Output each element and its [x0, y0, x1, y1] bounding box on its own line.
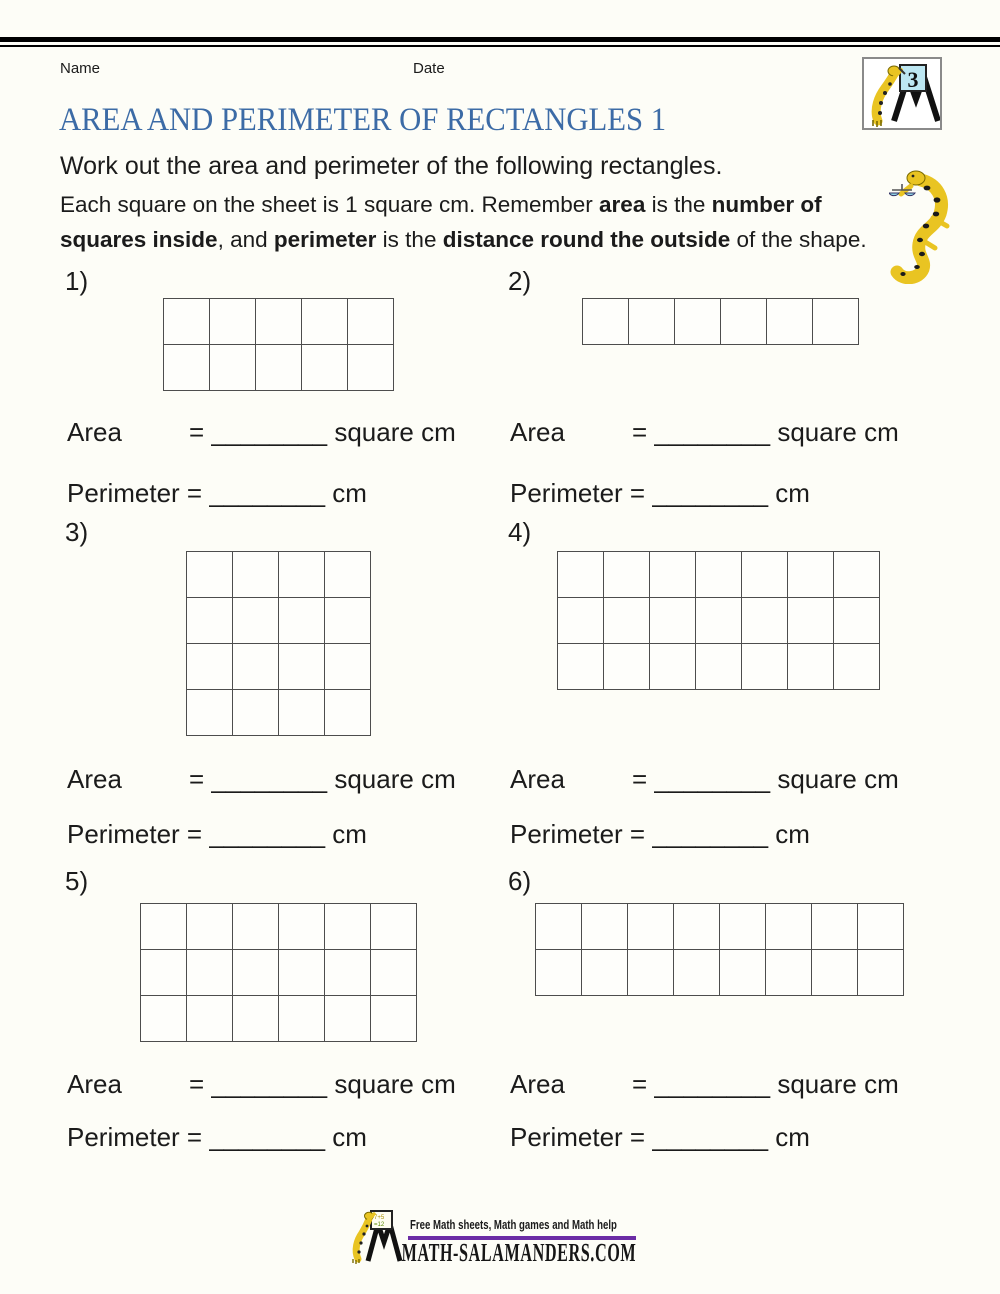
answer-blank: ________	[654, 417, 771, 447]
grid-cell	[256, 299, 302, 345]
equals-sign: =	[632, 417, 648, 447]
problem-2-label: 2)	[508, 266, 532, 296]
date-field-label: Date	[413, 60, 445, 77]
grid-cell	[233, 996, 279, 1042]
area-unit: square cm	[334, 764, 456, 794]
answer-blank: ________	[652, 478, 769, 508]
area-label: Area	[67, 764, 122, 794]
grid-cell	[742, 552, 788, 598]
equals-sign: =	[189, 764, 205, 794]
answer-blank: ________	[211, 1069, 328, 1099]
area-unit: square cm	[777, 764, 899, 794]
equals-sign: =	[632, 1069, 648, 1099]
grid-cell	[766, 950, 812, 996]
answer-blank: ________	[209, 819, 326, 849]
perimeter-label: Perimeter =	[510, 478, 646, 508]
problem-6-label: 6)	[508, 866, 532, 896]
salamander-with-scales-icon	[889, 166, 963, 284]
grid-cell	[582, 950, 628, 996]
grid-cell	[834, 644, 880, 690]
perimeter-unit: cm	[332, 819, 367, 849]
grid-cell	[628, 950, 674, 996]
perimeter-answer-row-4	[510, 819, 810, 850]
grid-cell	[210, 299, 256, 345]
grid-cell	[604, 644, 650, 690]
grid-cell	[558, 598, 604, 644]
footer-site-name: MATH-SALAMANDERS.COM	[401, 1238, 637, 1267]
grid-cell	[187, 904, 233, 950]
grid-cell	[187, 690, 233, 736]
perimeter-answer-row-6	[510, 1122, 810, 1153]
problem-4-grid	[557, 551, 880, 690]
grid-cell	[650, 598, 696, 644]
problem-5-grid	[140, 903, 417, 1042]
perimeter-label: Perimeter =	[510, 819, 646, 849]
instructions-line-2	[60, 192, 822, 218]
area-unit: square cm	[334, 1069, 456, 1099]
grid-cell	[604, 552, 650, 598]
instruction-segment: Each square on the sheet is 1 square cm. Remember	[60, 192, 600, 217]
grid-cell	[279, 996, 325, 1042]
area-unit: square cm	[777, 1069, 899, 1099]
problem-3-grid	[186, 551, 371, 736]
problem-2-grid	[582, 298, 859, 345]
grid-cell	[696, 644, 742, 690]
answer-blank: ________	[652, 1122, 769, 1152]
grid-cell	[325, 904, 371, 950]
perimeter-unit: cm	[775, 819, 810, 849]
grid-cell	[210, 345, 256, 391]
grid-cell	[302, 345, 348, 391]
grid-cell	[834, 598, 880, 644]
grid-cell	[604, 598, 650, 644]
grid-cell	[279, 690, 325, 736]
answer-blank: ________	[209, 478, 326, 508]
perimeter-answer-row-5	[67, 1122, 367, 1153]
answer-blank: ________	[211, 417, 328, 447]
equals-sign: =	[632, 764, 648, 794]
grid-cell	[788, 552, 834, 598]
instruction-bold-segment: distance round the outside	[442, 227, 731, 252]
perimeter-label: Perimeter =	[510, 1122, 646, 1152]
grid-cell	[348, 345, 394, 391]
page-title: AREA AND PERIMETER OF RECTANGLES 1	[59, 102, 667, 138]
grid-cell	[187, 950, 233, 996]
grid-cell	[371, 996, 417, 1042]
area-label: Area	[67, 417, 122, 447]
grid-cell	[813, 299, 859, 345]
grid-cell	[650, 644, 696, 690]
grid-cell	[233, 950, 279, 996]
answer-blank: ________	[209, 1122, 326, 1152]
perimeter-unit: cm	[775, 478, 810, 508]
grid-cell	[325, 950, 371, 996]
grid-cell	[233, 904, 279, 950]
grid-cell	[629, 299, 675, 345]
instruction-segment: is the	[645, 192, 712, 217]
grid-cell	[187, 598, 233, 644]
answer-blank: ________	[654, 764, 771, 794]
instruction-segment: , and	[217, 227, 274, 252]
grid-cell	[812, 904, 858, 950]
area-answer-row-4	[510, 764, 899, 795]
problem-5-label: 5)	[65, 866, 89, 896]
grade-badge-salamander-icon	[864, 59, 940, 128]
grid-cell	[279, 598, 325, 644]
perimeter-answer-row-1	[67, 478, 367, 509]
equals-sign: =	[189, 417, 205, 447]
footer-tagline: Free Math sheets, Math games and Math help	[410, 1217, 617, 1232]
perimeter-label: Perimeter =	[67, 478, 203, 508]
grid-cell	[325, 598, 371, 644]
grid-cell	[279, 950, 325, 996]
grid-cell	[141, 904, 187, 950]
grid-cell	[721, 299, 767, 345]
grid-cell	[187, 996, 233, 1042]
grid-cell	[788, 644, 834, 690]
grid-cell	[279, 904, 325, 950]
grid-cell	[164, 345, 210, 391]
grid-cell	[325, 690, 371, 736]
area-label: Area	[510, 417, 565, 447]
area-answer-row-6	[510, 1069, 899, 1100]
perimeter-unit: cm	[775, 1122, 810, 1152]
grid-cell	[742, 598, 788, 644]
grid-cell	[187, 644, 233, 690]
grid-cell	[766, 904, 812, 950]
grid-cell	[720, 950, 766, 996]
grid-cell	[628, 904, 674, 950]
problem-1-grid	[163, 298, 394, 391]
area-answer-row-5	[67, 1069, 456, 1100]
instruction-segment: of the shape.	[730, 227, 867, 252]
grid-cell	[536, 950, 582, 996]
instructions-line-1: Work out the area and perimeter of the following rectangles.	[60, 152, 723, 180]
top-rule-thin	[0, 45, 1000, 47]
grid-cell	[812, 950, 858, 996]
grid-cell	[536, 904, 582, 950]
perimeter-answer-row-2	[510, 478, 810, 509]
area-label: Area	[67, 1069, 122, 1099]
perimeter-unit: cm	[332, 478, 367, 508]
instruction-bold-segment: perimeter	[273, 227, 377, 252]
grid-cell	[371, 950, 417, 996]
svg-text:=12: =12	[374, 1222, 385, 1228]
perimeter-label: Perimeter =	[67, 1122, 203, 1152]
grid-cell	[141, 950, 187, 996]
answer-blank: ________	[652, 819, 769, 849]
instruction-bold-segment: squares inside	[60, 227, 218, 252]
grid-cell	[371, 904, 417, 950]
grid-cell	[233, 644, 279, 690]
top-rule-thick	[0, 37, 1000, 42]
grid-cell	[858, 904, 904, 950]
grid-cell	[279, 644, 325, 690]
name-field-label: Name	[60, 60, 101, 77]
instruction-segment: is the	[376, 227, 443, 252]
grid-cell	[325, 996, 371, 1042]
grid-cell	[233, 552, 279, 598]
area-answer-row-3	[67, 764, 456, 795]
area-label: Area	[510, 1069, 565, 1099]
grid-cell	[325, 552, 371, 598]
grid-cell	[302, 299, 348, 345]
area-answer-row-1	[67, 417, 456, 448]
grid-cell	[279, 552, 325, 598]
answer-blank: ________	[211, 764, 328, 794]
grid-cell	[558, 552, 604, 598]
equals-sign: =	[189, 1069, 205, 1099]
perimeter-answer-row-3	[67, 819, 367, 850]
problem-4-label: 4)	[508, 517, 532, 547]
grid-cell	[233, 598, 279, 644]
grid-cell	[675, 299, 721, 345]
grid-cell	[696, 552, 742, 598]
answer-blank: ________	[654, 1069, 771, 1099]
grid-cell	[325, 644, 371, 690]
grade-badge	[862, 57, 942, 130]
problem-3-label: 3)	[65, 517, 89, 547]
instructions-line-3	[60, 227, 867, 253]
grid-cell	[187, 552, 233, 598]
grid-cell	[164, 299, 210, 345]
grid-cell	[674, 950, 720, 996]
grid-cell	[674, 904, 720, 950]
perimeter-unit: cm	[332, 1122, 367, 1152]
area-unit: square cm	[334, 417, 456, 447]
problem-6-grid	[535, 903, 904, 996]
perimeter-label: Perimeter =	[67, 819, 203, 849]
grid-cell	[583, 299, 629, 345]
instruction-bold-segment: area	[599, 192, 646, 217]
area-unit: square cm	[777, 417, 899, 447]
grid-cell	[788, 598, 834, 644]
instruction-bold-segment: number of	[711, 192, 822, 217]
grid-cell	[233, 690, 279, 736]
area-answer-row-2	[510, 417, 899, 448]
grid-cell	[858, 950, 904, 996]
grid-cell	[720, 904, 766, 950]
svg-text:3: 3	[907, 67, 919, 92]
grid-cell	[582, 904, 628, 950]
grid-cell	[256, 345, 302, 391]
grid-cell	[141, 996, 187, 1042]
grid-cell	[696, 598, 742, 644]
grid-cell	[834, 552, 880, 598]
problem-1-label: 1)	[65, 266, 89, 296]
area-label: Area	[510, 764, 565, 794]
grid-cell	[558, 644, 604, 690]
grid-cell	[348, 299, 394, 345]
grid-cell	[742, 644, 788, 690]
svg-text:7+5: 7+5	[374, 1215, 385, 1221]
grid-cell	[767, 299, 813, 345]
grid-cell	[650, 552, 696, 598]
